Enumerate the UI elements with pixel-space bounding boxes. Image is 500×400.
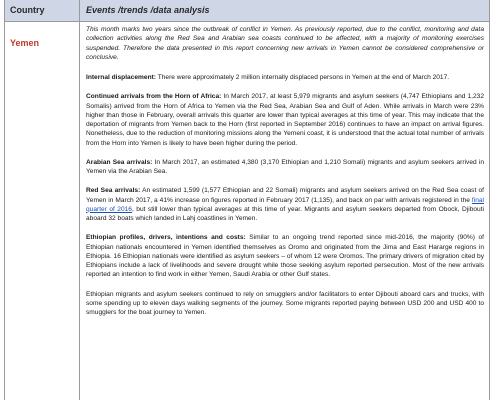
column-divider (79, 0, 80, 400)
final-quarter-link[interactable]: final quarter of 2016 (86, 196, 484, 213)
paragraph-body: Ethiopian migrants and asylum seekers continued to rely on smugglers and/or facilitators to enter Djibouti aboard cars and trucks, with some spending up to eleven days walking segments of the journey. Some migrants reported paying between USD 200 and USD 400 to smugglers for the boat journey to Yemen. (86, 290, 484, 316)
paragraph-lead: Ethiopian profiles, drivers, intentions and costs: (86, 234, 246, 242)
red-sea-paragraph (86, 186, 484, 223)
paragraph-body: There were approximately 2 million internally displaced persons in Yemen at the end of March 2017. (156, 74, 450, 81)
ethiopian-profiles-paragraph (86, 233, 484, 279)
internal-displacement-paragraph (86, 73, 484, 82)
paragraph-lead: Continued arrivals from the Horn of Africa: (86, 93, 222, 101)
country-cell: Yemen (10, 38, 40, 48)
paragraph-lead: Red Sea arrivals: (86, 187, 141, 195)
horn-arrivals-paragraph (86, 92, 484, 148)
paragraph-lead: Internal displacement: (86, 74, 156, 81)
table-header-row (5, 0, 489, 22)
arabian-sea-paragraph (86, 158, 484, 177)
paragraph-body: In March 2017, at least 5,979 migrants and asylum seekers (4,747 Ethiopians and 1,232 Somalis) arrived from the Horn of Africa to Yemen via the Red Sea, Arabian Sea and Gulf of Aden. While arrivals in March were 23% higher than those in February, overall arrivals this quarter are lower than typical averages at this time of year. This may indicate that the deportation of migrants from Yemen back to the Horn (first reported in September 2016) continues to have an impact on arrival figures. Nonetheless, due to the reduction of monitoring missions along the Yemeni coast, it is understood that the actual total number of arrivals from the Horn into Yemen is likely to have been higher during the period. (86, 93, 484, 147)
paragraph-body: In March 2017, an estimated 4,380 (3,170 Ethiopian and 1,210 Somali) migrants and asylum seekers arrived in Yemen via the Arabian Sea. (86, 158, 484, 175)
paragraph-lead: Arabian Sea arrivals: (86, 158, 153, 166)
paragraph-body: , but still lower than typical averages at this time of year. Migrants and asylum seekers departed from Obock, Djibouti aboard 32 boats which landed in Lahj coastlines in Yemen. (86, 205, 484, 222)
events-column-header: Events /trends /data analysis (86, 5, 210, 15)
paragraph-body: Similar to an ongoing trend reported since mid-2016, the majority (90%) of Ethiopian nationals encountered in Yemen identified themselves as Oromo and originated from the Jima and East Hararge regions in Ethiopia. 16 Ethiopian nationals were identified as asylum seekers – of whom 12 were Oromos. The primary drivers of migration cited by Ethiopians include a lack of livelihoods and severe drought while those seeking asylum reported persecution. Most of the new arrivals reported an intention to find work in either Yemen, Saudi Arabia or other Gulf states. (86, 234, 484, 279)
report-table (4, 0, 490, 400)
paragraph-body: An estimated 1,599 (1,577 Ethiopian and 22 Somali) migrants and asylum seekers arrived on the Red Sea coast of Yemen in March 2017, a 41% increase on figures reported in February 2017 (1,135), and back on par with arrivals registered in the (86, 187, 484, 204)
intro-paragraph: This month marks two years since the outbreak of conflict in Yemen. As previously reported, due to the conflict, monitoring and data collection activities along the Red Sea and Arabian sea coasts continued to be affected, with a majority of monitoring exercises suspended. Therefore the data presented in this report concerning new arrivals in Yemen cannot be considered comprehensive or conclusive. (86, 26, 484, 61)
events-cell (86, 25, 484, 327)
country-column-header: Country (10, 5, 45, 15)
smugglers-paragraph (86, 290, 484, 318)
